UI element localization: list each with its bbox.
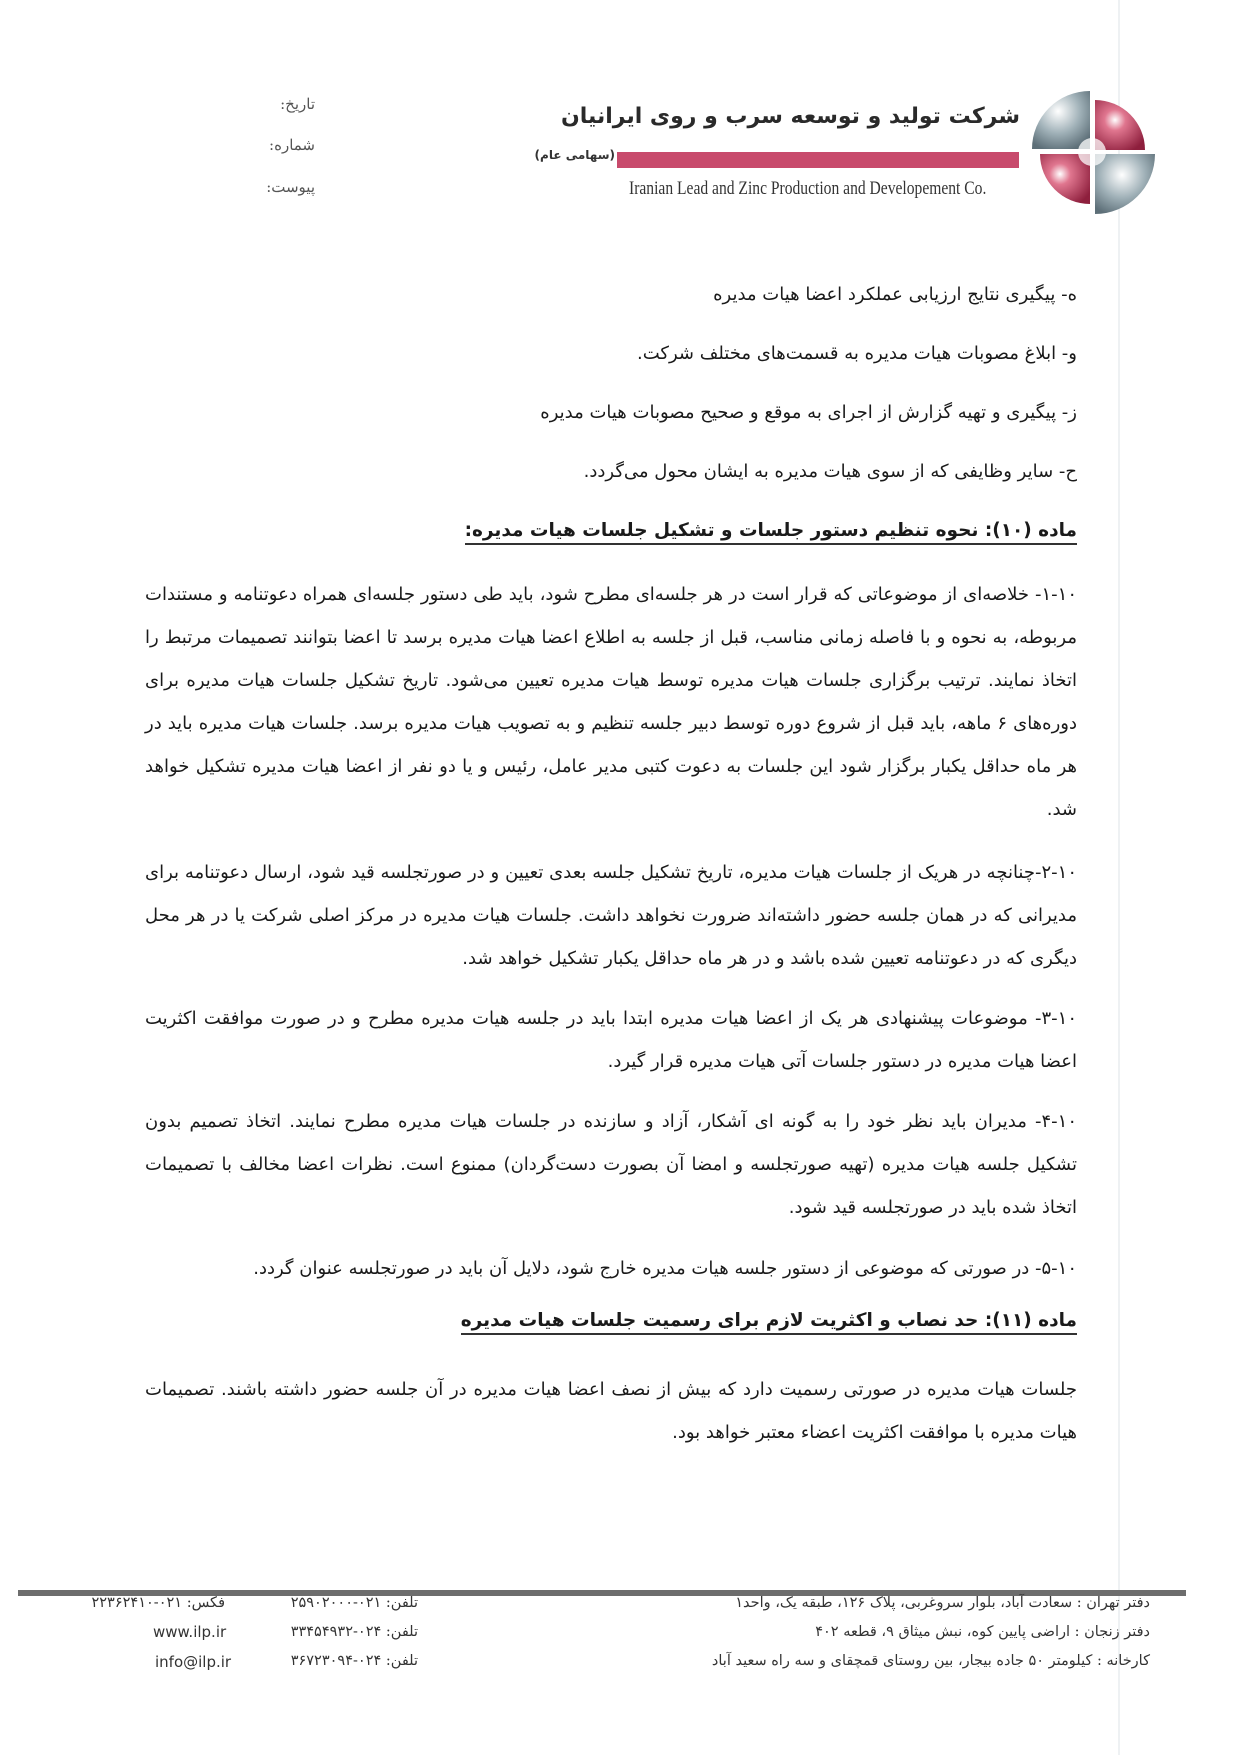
phone-value[interactable]: ۰۲۴-۳۶۷۲۳۰۹۴: [290, 1653, 382, 1669]
address-tehran: دفتر تهران : سعادت آباد، بلوار سروغربی، پلاک ۱۲۶، طبقه یک، واحد۱: [735, 1595, 1150, 1611]
phone-label: تلفن:: [385, 1595, 418, 1611]
fax: [91, 1595, 225, 1611]
phone-label: تلفن:: [385, 1624, 418, 1640]
list-item: ه- پیگیری نتایج ارزیابی عملکرد اعضا هیات مدیره: [713, 284, 1077, 305]
phone-factory: [291, 1653, 418, 1669]
email-link[interactable]: info@ilp.ir: [155, 1653, 232, 1671]
website-link[interactable]: www.ilp.ir: [153, 1623, 227, 1641]
number-label: شماره:: [269, 136, 315, 154]
company-logo-icon: [1030, 86, 1160, 216]
address-factory: کارخانه : کیلومتر ۵۰ جاده بیجار، بین روستای قمچقای و سه راه سعید آباد: [711, 1653, 1150, 1669]
clause-10-1: ۱-۱۰- خلاصه‌ای از موضوعاتی که قرار است در هر جلسه‌ای مطرح شود، باید طی دستور جلسه‌ای همراه دعوتنامه و مستندات مربوطه، به نحوه و با فاصله زمانی مناسب، قبل از جلسه به اطلاع اعضا هیات مدیره برسد تا اعضا بتوانند تصمیمات مرتبط را اتخاذ نمایند. ترتیب برگزاری جلسات هیات مدیره توسط هیات مدیره تعیین می‌شود. تاریخ تشکیل جلسات هیات مدیره برای دوره‌های ۶ ماهه، باید قبل از شروع دوره توسط دبیر جلسه تنظیم و به تصویب هیات مدیره برسد. جلسات هیات مدیره باید در هر ماه حداقل یکبار برگزار شود این جلسات به دعوت کتبی مدیر عامل، رئیس و یا دو نفر از اعضا هیات مدیره تشکیل خواهد شد.: [145, 584, 1077, 820]
address-zanjan: دفتر زنجان : اراضی پایین کوه، نبش میثاق ۹، قطعه ۴۰۲: [815, 1624, 1150, 1640]
phone-value[interactable]: ۰۲۱-۲۵۹۰۲۰۰۰: [290, 1595, 382, 1611]
list-item: ح- سایر وظایفی که از سوی هیات مدیره به ایشان محول می‌گردد.: [583, 461, 1077, 482]
list-item: ز- پیگیری و تهیه گزارش از اجرای به موقع و صحیح مصوبات هیات مدیره: [540, 402, 1077, 423]
phone-label: تلفن:: [385, 1653, 418, 1669]
date-label: تاریخ:: [280, 95, 315, 113]
clause-10-3: ۳-۱۰- موضوعات پیشنهادی هر یک از اعضا هیات مدیره ابتدا باید در جلسه هیات مدیره مطرح و در صورت موافقت اکثریت اعضا هیات مدیره در دستور جلسات آتی هیات مدیره قرار گیرد.: [145, 1008, 1077, 1072]
company-name-fa: شرکت تولید و توسعه سرب و روی ایرانیان: [560, 104, 1020, 129]
fax-value[interactable]: ۰۲۱-۲۲۳۶۲۴۱۰: [91, 1595, 183, 1611]
phone-value[interactable]: ۰۲۴-۳۳۴۵۴۹۳۲: [290, 1624, 382, 1640]
article-11-text: جلسات هیات مدیره در صورتی رسمیت دارد که بیش از نصف اعضا هیات مدیره در آن جلسه حضور داشته باشند. تصمیمات هیات مدیره با موافقت اکثریت اعضاء معتبر خواهد بود.: [145, 1379, 1077, 1443]
attachment-label: پیوست:: [266, 178, 315, 196]
clause-10-4: ۴-۱۰- مدیران باید نظر خود را به گونه ای آشکار، آزاد و سازنده در جلسات هیات مدیره مطرح نمایند. اتخاذ تصمیم بدون تشکیل جلسه هیات مدیره (تهیه صورتجلسه و امضا آن بصورت دست‌گردان) ممنوع است. نظرات اعضا مخالف با تصمیمات اتخاذ شده باید در صورتجلسه قید شود.: [145, 1111, 1077, 1218]
phone-zanjan: [291, 1624, 418, 1640]
list-item: و- ابلاغ مصوبات هیات مدیره به قسمت‌های مختلف شرکت.: [637, 343, 1077, 364]
article-10-heading: ماده (۱۰): نحوه تنظیم دستور جلسات و تشکیل جلسات هیات مدیره:: [465, 520, 1077, 545]
article-11-heading: ماده (۱۱): حد نصاب و اکثریت لازم برای رسمیت جلسات هیات مدیره: [461, 1310, 1077, 1335]
clause-10-5: ۵-۱۰- در صورتی که موضوعی از دستور جلسه هیات مدیره خارج شود، دلایل آن باید در صورتجلسه عنوان گردد.: [253, 1258, 1077, 1279]
fax-label: فکس:: [186, 1595, 225, 1611]
clause-10-2: ۲-۱۰-چنانچه در هریک از جلسات هیات مدیره، تاریخ تشکیل جلسه بعدی تعیین و در صورتجلسه قید شود، ارسال دعوتنامه برای مدیرانی که در همان جلسه حضور داشته‌اند ضرورت نخواهد داشت. جلسات هیات مدیره در مرکز اصلی شرکت یا در هر محل دیگری که در دعوتنامه تعیین شده باشد و در هر ماه حداقل یکبار تشکیل خواهد شد.: [145, 862, 1077, 969]
scan-edge: [1118, 0, 1120, 1755]
company-type: (سهامی عام): [534, 148, 615, 162]
brand-bar: [617, 152, 1019, 168]
phone-tehran: [291, 1595, 418, 1611]
company-name-en: Iranian Lead and Zinc Production and Developement Co.: [629, 178, 987, 199]
